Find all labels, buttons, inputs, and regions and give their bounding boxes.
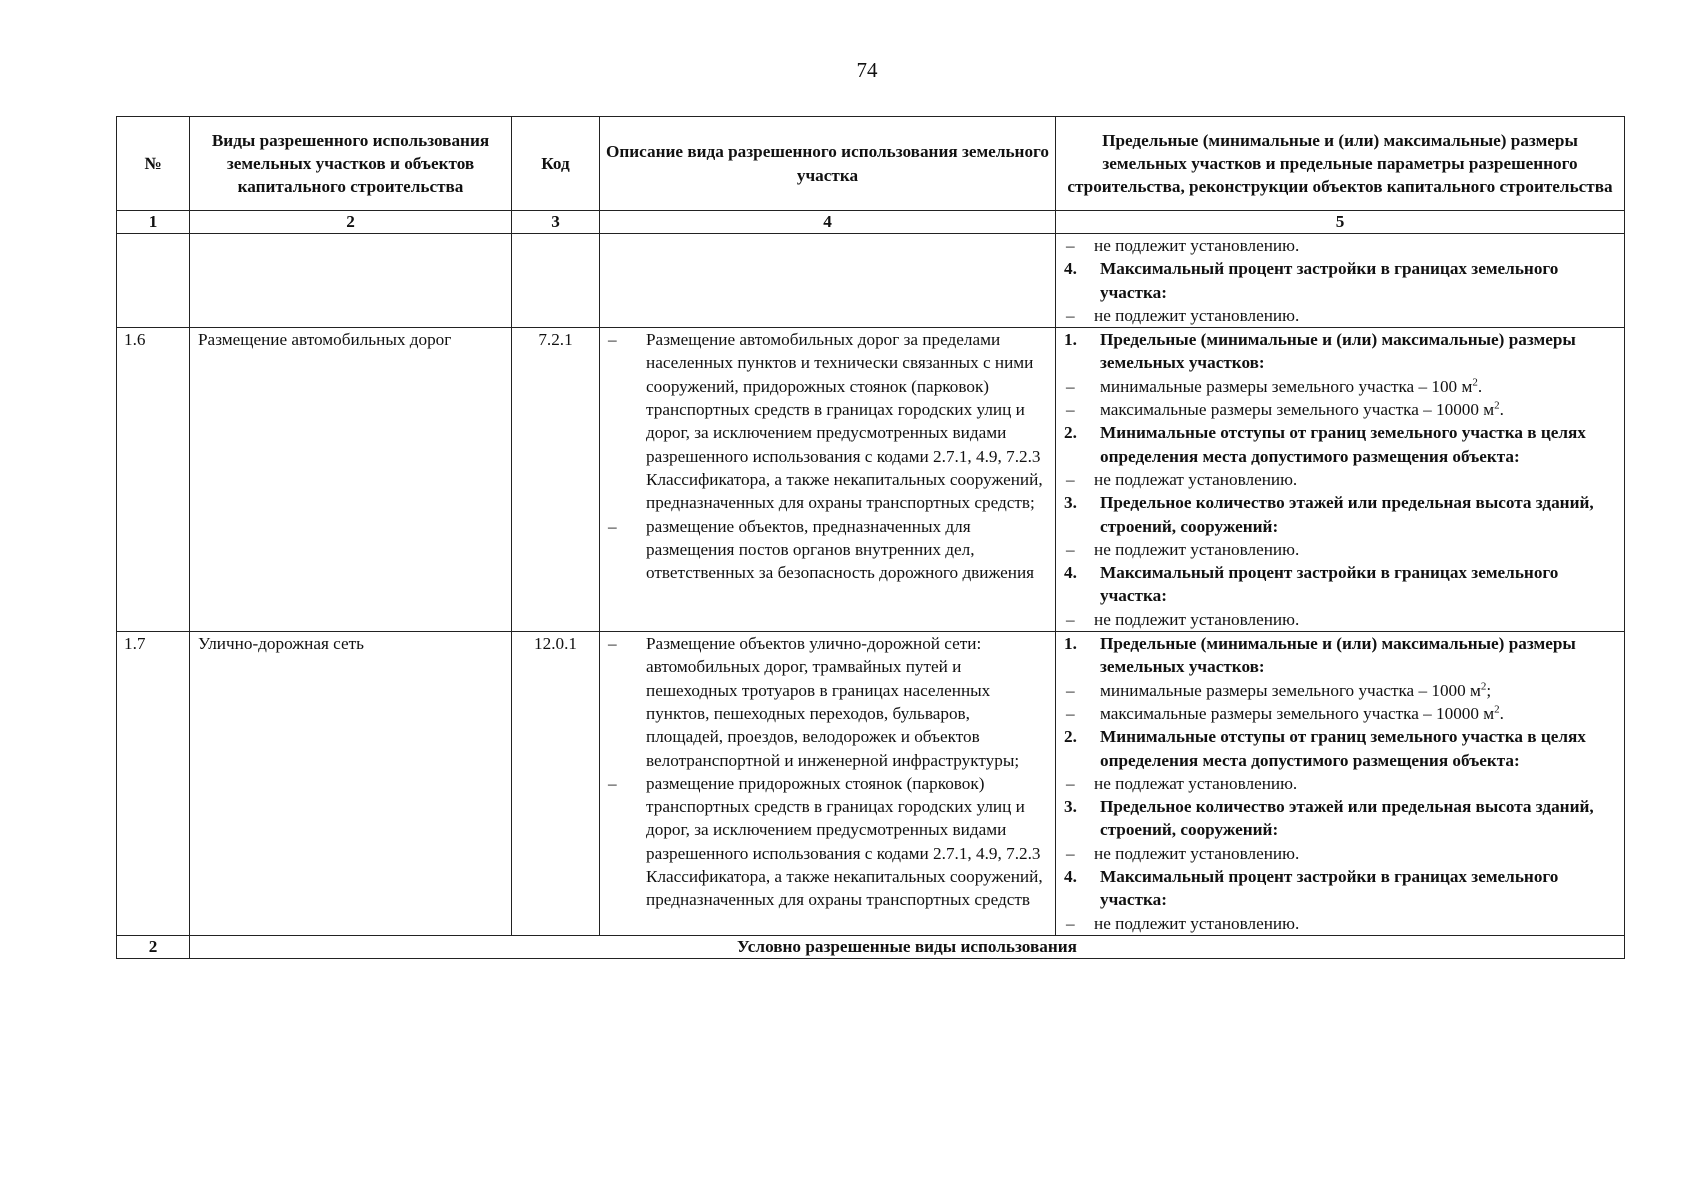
header-row [117,117,1625,211]
header-types: Виды разрешенного использования земельных участков и объектов капитального строительства [190,117,512,211]
column-index: 5 [1056,211,1625,234]
param-heading: 2. Минимальные отступы от границ земельного участка в целях определения места допустимого размещения объекта: [1064,423,1586,466]
param-heading: 1. Предельные (минимальные и (или) максимальные) размеры земельных участков: [1064,330,1576,373]
header-code: Код [512,117,600,211]
column-index: 2 [190,211,512,234]
column-index-row [117,211,1625,234]
param-item: – не подлежит установлению. [1066,539,1300,559]
param-item: – не подлежит установлению. [1066,609,1300,629]
param-heading: 2. Минимальные отступы от границ земельного участка в целях определения места допустимого размещения объекта: [1064,727,1586,770]
param-item: – минимальные размеры земельного участка – 100 $м^2$. [1066,376,1483,396]
param-item: – не подлежит установлению. [1066,236,1300,255]
description-item: – размещение объектов, предназначенных для размещения постов органов внутренних дел, ответственных за безопасность дорожного движения [606,515,1049,585]
use-description [600,632,1056,936]
section-row [117,935,1625,958]
param-heading: 1. Предельные (минимальные и (или) максимальные) размеры земельных участков: [1064,634,1576,677]
use-code: 7.2.1 [512,328,600,632]
param-heading: 4. Максимальный процент застройки в границах земельного участка: [1064,563,1559,606]
section-title: Условно разрешенные виды использования [190,935,1625,958]
land-use-table [116,116,1625,959]
param-item: – не подлежат установлению. [1066,469,1298,489]
column-index: 1 [117,211,190,234]
table-row [117,328,1625,632]
description-item: – Размещение автомобильных дорог за пределами населенных пунктов и технически связанных с ними сооружений, придорожных стоянок (парковок) транспортных средств в границах городских улиц и дорог, за исключением предусмотренных видами разрешенного использования с кодами 2.7.1, 4.9, 7.2.3 Классификатора, а также некапитальных сооружений, предназначенных для охраны транспортных средств; [606,328,1049,514]
param-heading: 3. Предельное количество этажей или предельная высота зданий, строений, сооружений: [1064,493,1594,536]
section-number: 2 [117,935,190,958]
continuation-params [1056,234,1625,328]
param-item: – максимальные размеры земельного участка – 10000 $м^2$. [1066,399,1504,420]
param-item: – не подлежит установлению. [1066,305,1300,325]
description-item: – Размещение объектов улично-дорожной сети: автомобильных дорог, трамвайных путей и пешеходных тротуаров в границах населенных пунктов, пешеходных переходов, бульваров, площадей, проездов, велодорожек и объектов велотранспортной и инженерной инфраструктуры; [606,632,1049,772]
row-number: 1.7 [117,632,190,936]
param-heading: 4. Максимальный процент застройки в границах земельного участка: [1064,259,1559,302]
param-item: – не подлежит установлению. [1066,843,1300,863]
param-item: – не подлежит установлению. [1066,913,1300,933]
use-type-name: Улично-дорожная сеть [190,632,512,936]
param-item: – минимальные размеры земельного участка – 1000 $м^2$; [1066,679,1492,700]
use-type-name: Размещение автомобильных дорог [190,328,512,632]
param-item: – не подлежат установлению. [1066,773,1298,793]
row-number: 1.6 [117,328,190,632]
page-number: 74 [856,58,878,82]
use-limits [1056,328,1625,632]
param-heading: 3. Предельное количество этажей или предельная высота зданий, строений, сооружений: [1064,797,1594,840]
column-index: 4 [600,211,1056,234]
continuation-row [117,234,1625,328]
description-item: – размещение придорожных стоянок (парковок) транспортных средств в границах городских улиц и дорог, за исключением предусмотренных видами разрешенного использования с кодами 2.7.1, 4.9, 7.2.3 Классификатора, а также некапитальных сооружений, предназначенных для охраны транспортных средств [606,772,1049,912]
header-description: Описание вида разрешенного использования земельного участка [600,117,1056,211]
column-index: 3 [512,211,600,234]
header-limits: Предельные (минимальные и (или) максимальные) размеры земельных участков и предельные параметры разрешенного строительства, реконструкции объектов капитального строительства [1056,117,1625,211]
param-heading: 4. Максимальный процент застройки в границах земельного участка: [1064,867,1559,910]
header-no: № [117,117,190,211]
use-description [600,328,1056,632]
param-item: – максимальные размеры земельного участка – 10000 $м^2$. [1066,703,1504,723]
use-limits [1056,632,1625,936]
table-row [117,632,1625,936]
use-code: 12.0.1 [512,632,600,936]
